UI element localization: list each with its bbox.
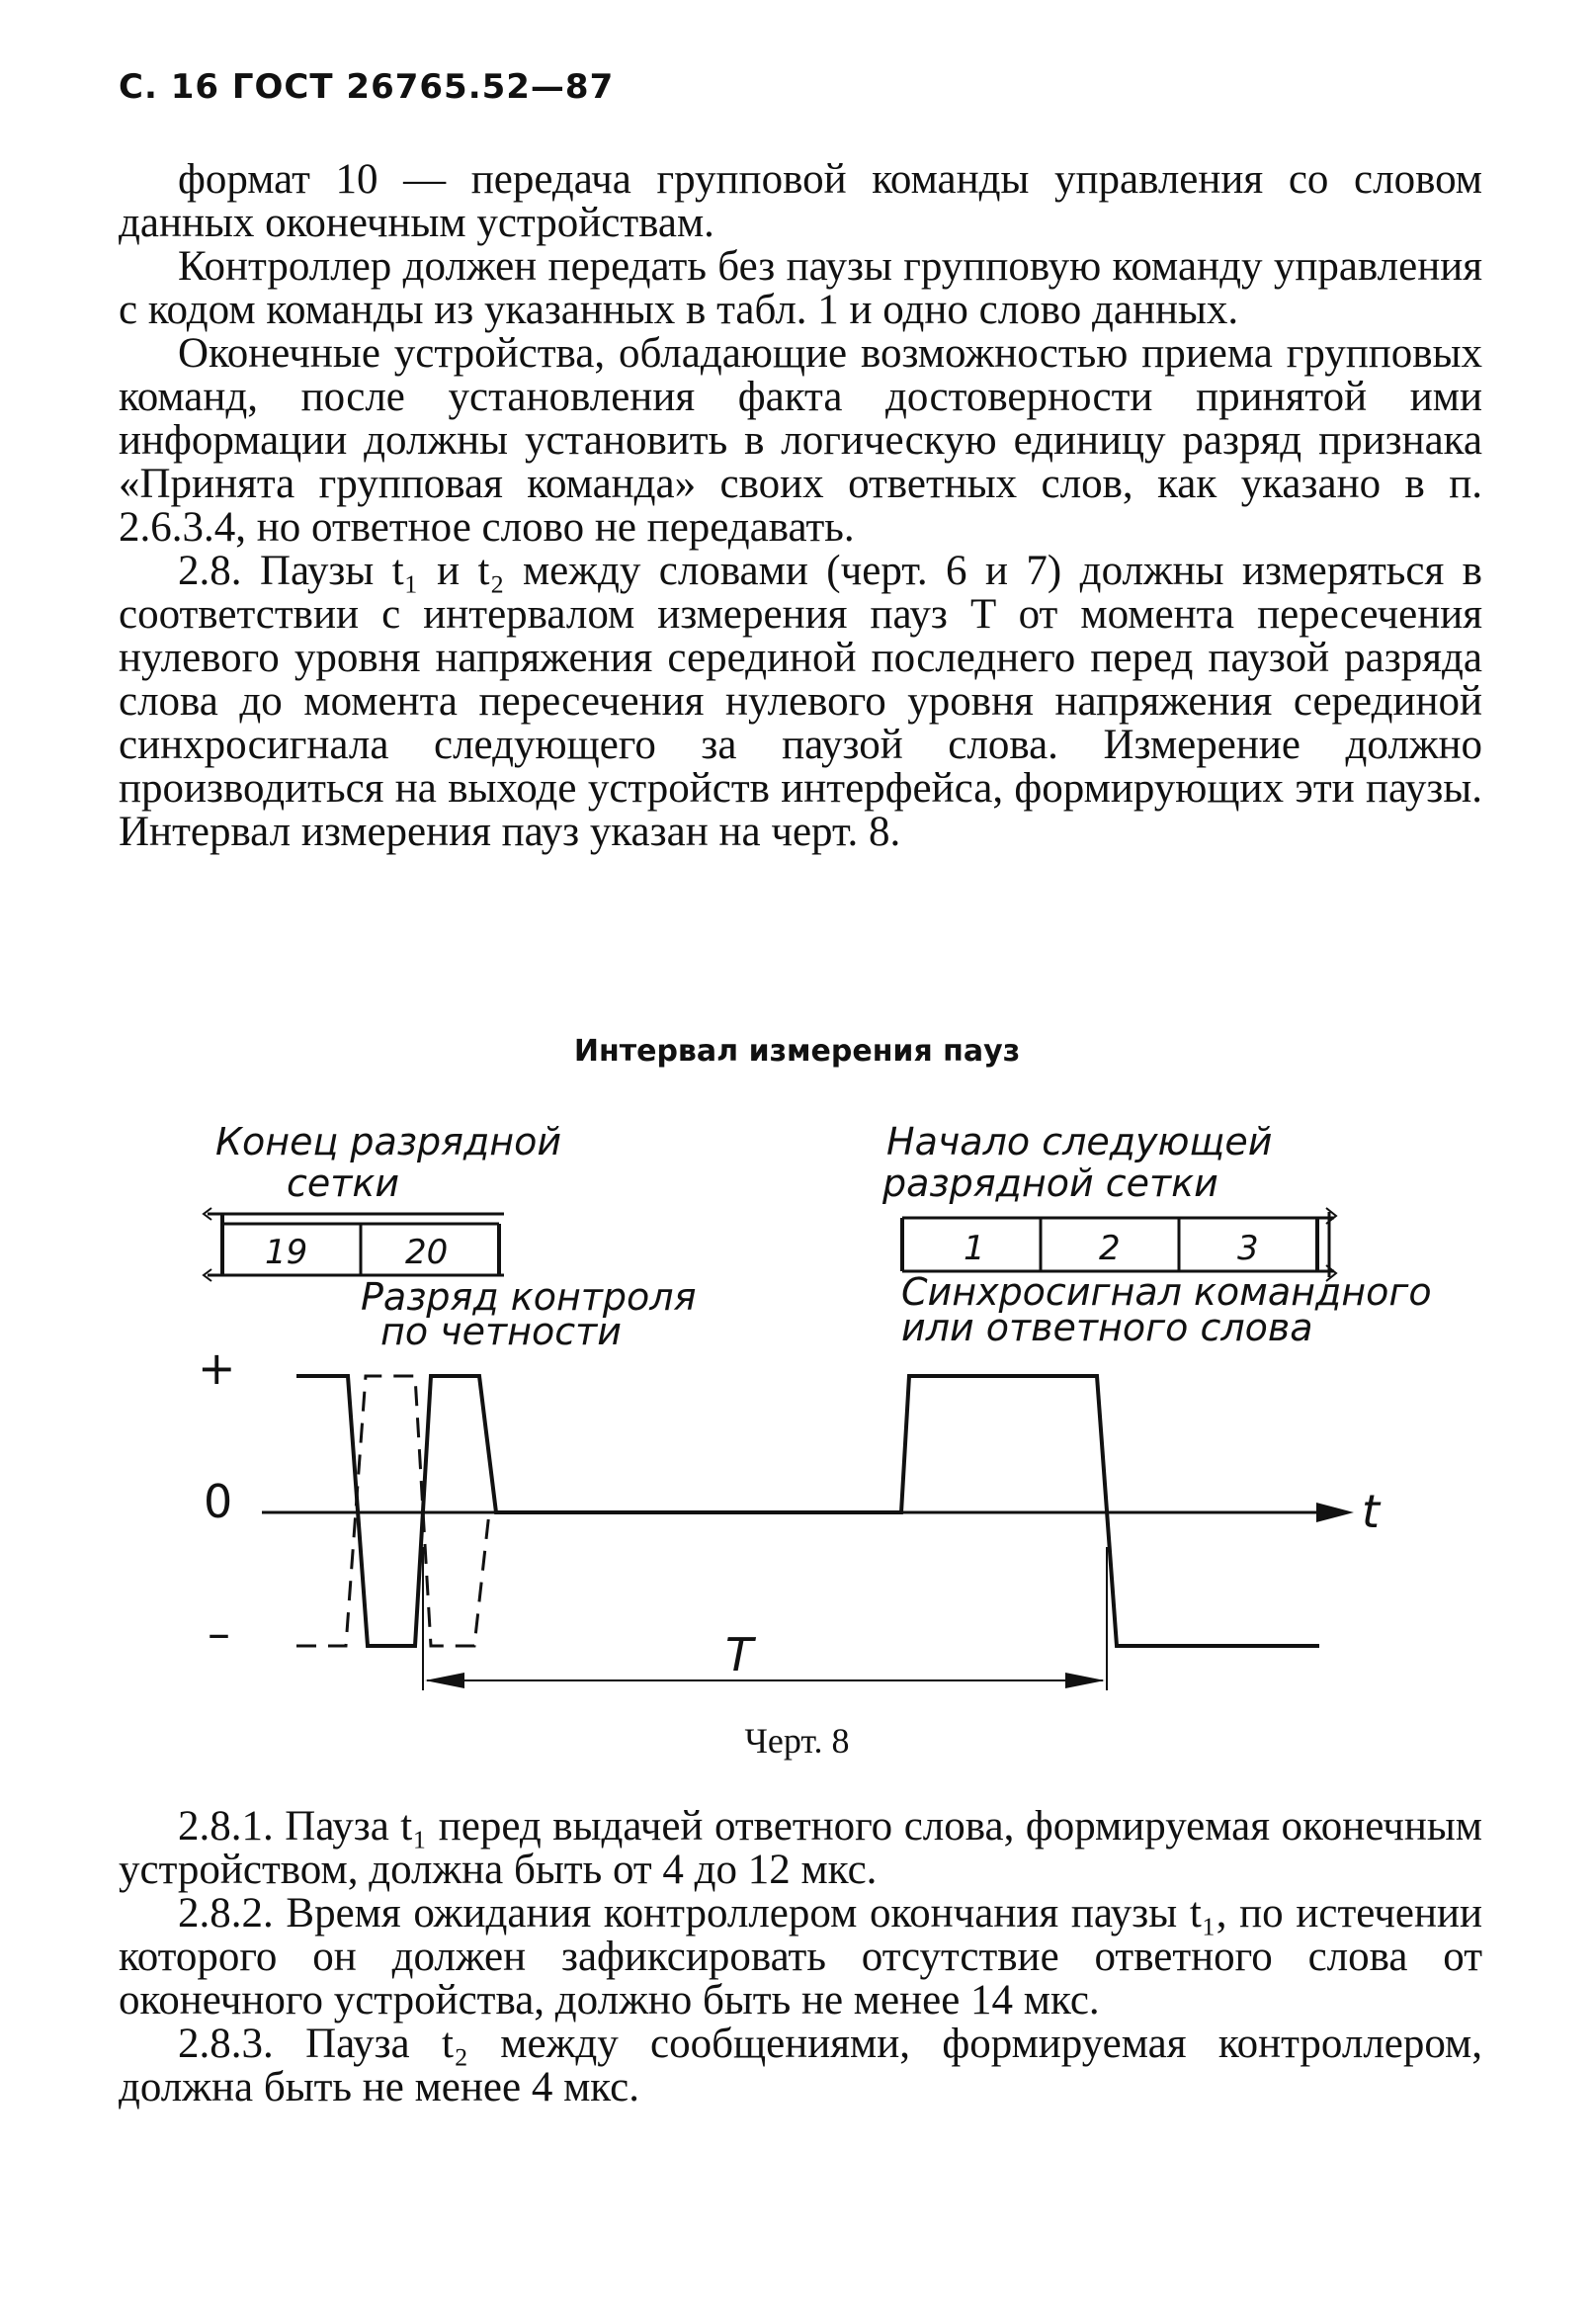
bit-cell-3: 3 [1237, 1229, 1259, 1268]
bit-cell-19: 19 [265, 1233, 308, 1272]
paragraph-controller: Контроллер должен передать без паузы групповую команду управления с кодом команды из указанных в табл. 1 и одно слово данных. [119, 243, 1482, 333]
left-label-line2: сетки [287, 1162, 400, 1205]
interval-T-label: T [725, 1628, 754, 1681]
axis-plus-label: + [198, 1341, 236, 1395]
axis-t-label: t [1362, 1485, 1381, 1538]
sync-label-line1: Синхросигнал командного [901, 1270, 1432, 1314]
axis-zero-label: 0 [204, 1475, 233, 1528]
right-label-line2: разрядной сетки [882, 1162, 1218, 1205]
paragraph-2-8: 2.8. Паузы t₁ и t₂ между словами (черт. 6 и 7) должны измеряться в соответствии с интервалом измерения пауз T от момента пересечения нулевого уровня напряжения серединой последнего перед паузой разряда слова до момента пересечения нулевого уровня напряжения серединой синхросигнала следующего за паузой слова. Измерение должно производиться на выходе устройств интерфейса, формирующих эти паузы. Интервал измерения пауз указан на черт. 8. [119, 548, 1482, 855]
pause-interval-diagram [0, 1097, 1594, 1710]
top-text-block [119, 158, 1482, 854]
left-label-line1: Конец разрядной [215, 1120, 562, 1163]
axis-minus-label: – [208, 1606, 230, 1660]
figure-caption: Черт. 8 [744, 1721, 850, 1761]
figure-title: Интервал измерения пауз [573, 1034, 1021, 1069]
bit-cell-2: 2 [1099, 1229, 1121, 1268]
paragraph-terminal-devices: Оконечные устройства, обладающие возможностью приема групповых команд, после установления факта достоверности принятой ими информации должны установить в логическую единицу разряд признака «Принята групповая команда» своих ответных слов, как указано в п. 2.6.3.4, но ответное слово не передавать. [119, 330, 1482, 551]
parity-label-line2: по четности [380, 1310, 622, 1353]
interval-T-dimension [423, 1547, 1107, 1690]
paragraph-2-8-1: 2.8.1. Пауза t₁ перед выдачей ответного слова, формируемая оконечным устройством, должна быть от 4 до 12 мкс. [119, 1803, 1482, 1893]
bit-cell-1: 1 [964, 1229, 985, 1268]
paragraph-format-10: формат 10 — передача групповой команды управления со словом данных оконечным устройствам. [119, 156, 1482, 246]
right-label-line1: Начало следующей [886, 1120, 1273, 1163]
parity-label-line1: Разряд контроля [361, 1275, 697, 1319]
sync-label-line2: или ответного слова [901, 1306, 1313, 1349]
paragraph-2-8-3: 2.8.3. Пауза t₂ между сообщениями, формируемая контроллером, должна быть не менее 4 мкс. [119, 2021, 1482, 2110]
left-bit-grid [204, 1208, 504, 1281]
paragraph-2-8-2: 2.8.2. Время ожидания контроллером окончания паузы t₁, по истечении которого он должен зафиксировать отсутствие ответного слова от оконечного устройства, должно быть не менее 14 мкс. [119, 1890, 1482, 2023]
bottom-text-block [119, 1805, 1482, 2109]
page-header: С. 16 ГОСТ 26765.52—87 [119, 67, 615, 107]
bit-cell-20: 20 [405, 1233, 449, 1272]
